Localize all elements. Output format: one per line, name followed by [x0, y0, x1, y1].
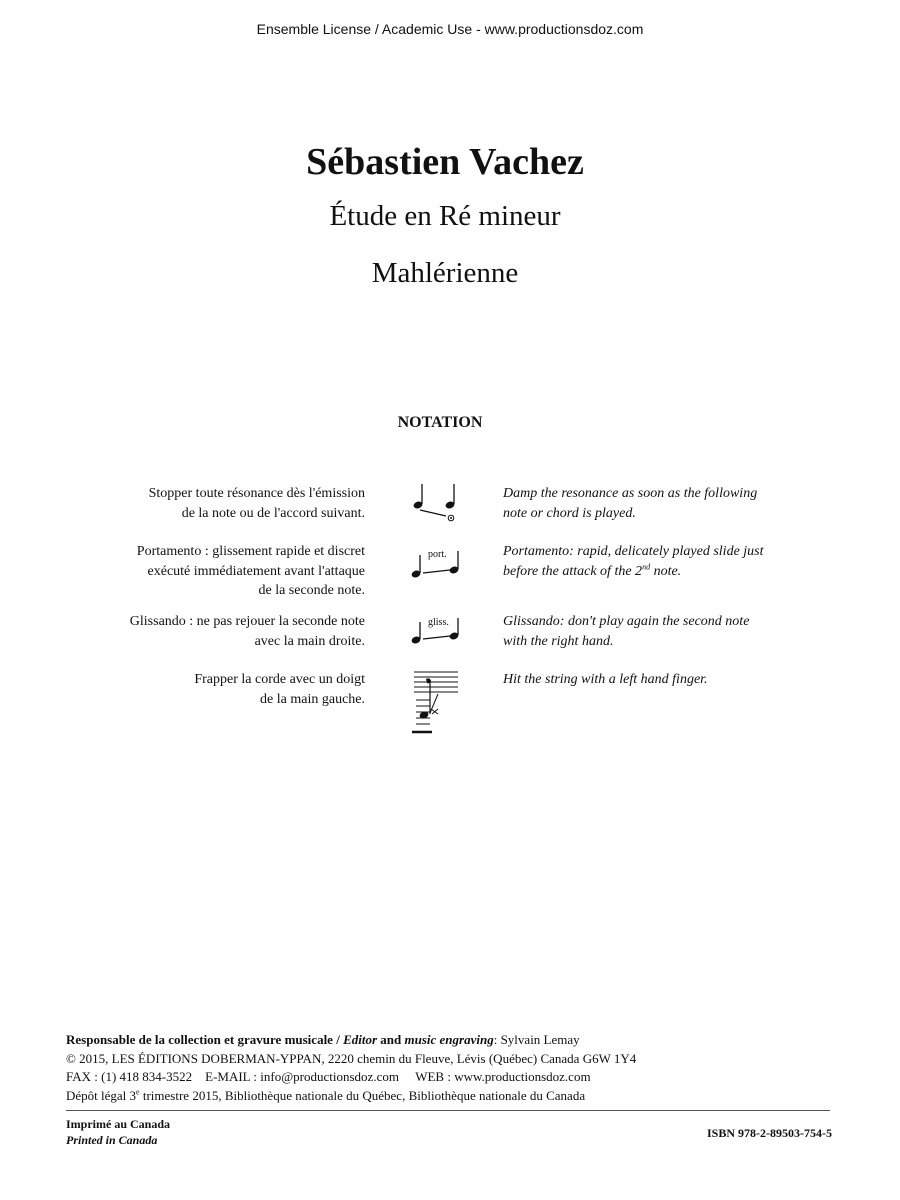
- contact-line: FAX : (1) 418 834-3522 E-MAIL : info@productionsdoz.com WEB : www.productionsdoz.com: [66, 1069, 591, 1084]
- composer-name: Sébastien Vachez: [306, 141, 584, 183]
- damp-symbol-icon: [408, 478, 468, 548]
- copyright-line: © 2015, LES ÉDITIONS DOBERMAN-YPPAN, 2220 chemin du Fleuve, Lévis (Québec) Canada G6W 1Y4: [66, 1050, 637, 1066]
- notation-en-glissando: Glissando: don't play again the second note with the right hand.: [503, 614, 750, 649]
- notation-en-hit-string: Hit the string with a left hand finger.: [503, 672, 708, 687]
- portamento-symbol-icon: [408, 543, 468, 613]
- footer-divider: [66, 1110, 830, 1111]
- piece-subtitle: Mahlérienne: [371, 257, 519, 289]
- printed-in: Imprimé au Canada Printed in Canada: [66, 1117, 171, 1147]
- publisher-footer: [66, 1031, 836, 1105]
- notation-heading: NOTATION: [397, 414, 483, 431]
- notation-fr-portamento: Portamento : glissement rapide et discret exécuté immédiatement avant l'attaque de la seconde note.: [136, 544, 365, 598]
- license-header: Ensemble License / Academic Use - www.productionsdoz.com: [256, 21, 644, 37]
- responsible-line: Responsable de la collection et gravure musicale / Editor and music engraving: Sylvain Lemay: [66, 1032, 580, 1047]
- glissando-label: gliss.: [428, 617, 449, 628]
- left-hand-hit-symbol-icon: [408, 666, 468, 736]
- isbn: ISBN 978-2-89503-754-5: [707, 1126, 832, 1140]
- notation-fr-hit-string: Frapper la corde avec un doigt de la main gauche.: [194, 672, 365, 707]
- legal-deposit-line: Dépôt légal 3e trimestre 2015, Bibliothèque nationale du Québec, Bibliothèque nationale du Canada: [66, 1087, 586, 1103]
- portamento-label: port.: [428, 549, 447, 560]
- notation-fr-damp: Stopper toute résonance dès l'émission de la note ou de l'accord suivant.: [148, 486, 365, 521]
- notation-en-damp: Damp the resonance as soon as the following note or chord is played.: [503, 486, 758, 521]
- piece-title: Étude en Ré mineur: [329, 200, 561, 232]
- notation-fr-glissando: Glissando : ne pas rejouer la seconde note avec la main droite.: [129, 614, 365, 649]
- notation-en-portamento: Portamento: rapid, delicately played slide just before the attack of the 2nd note.: [503, 544, 764, 579]
